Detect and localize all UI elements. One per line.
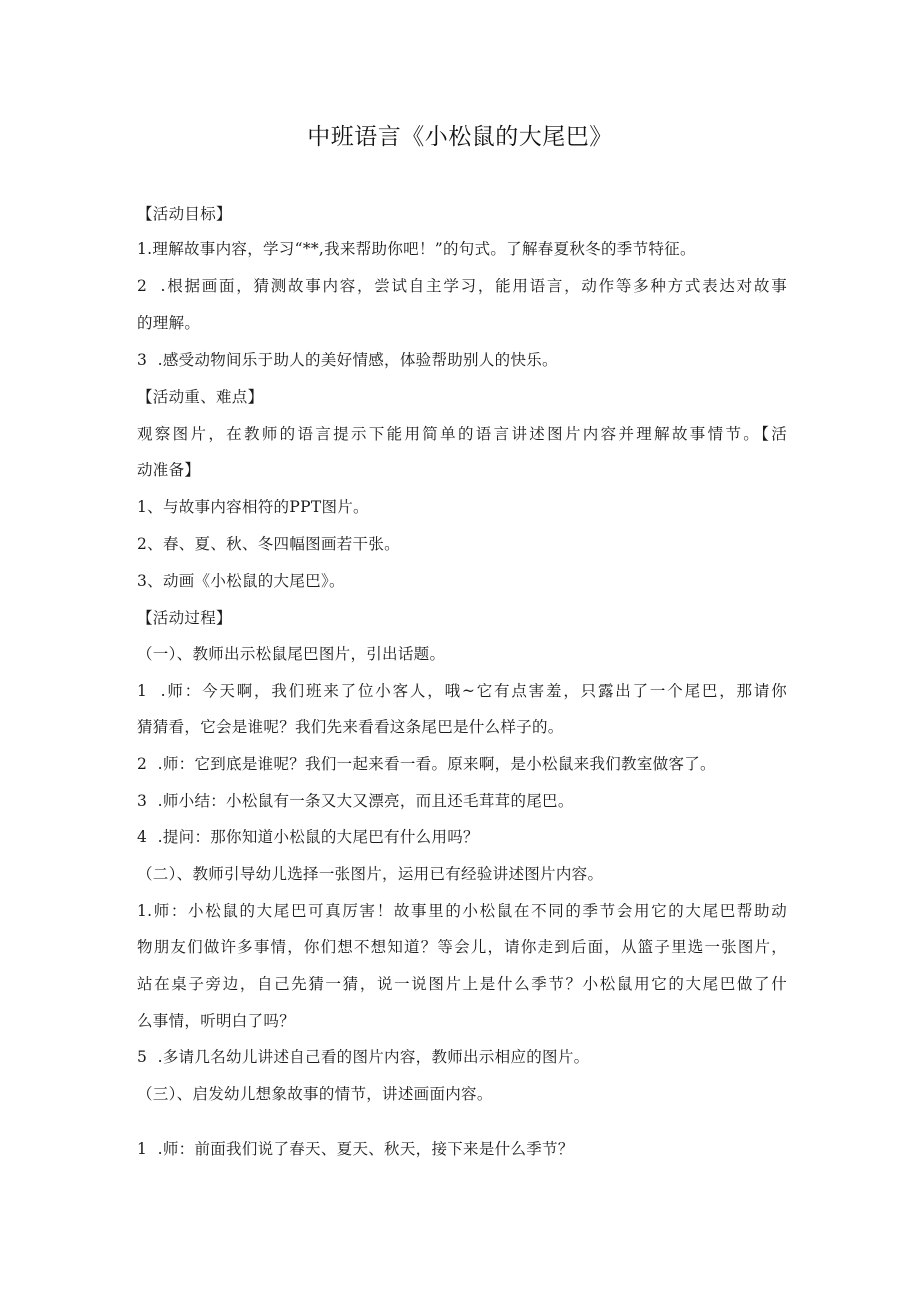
text-line: 1 .师：前面我们说了春天、夏天、秋天，接下来是什么季节？ <box>137 1140 574 1158</box>
section-heading-process: 【活动过程】 <box>137 609 232 627</box>
text-line: 1 .师：今天啊，我们班来了位小客人，哦~它有点害羞，只露出了一个尾巴，那请你 <box>137 682 787 700</box>
subsection-heading: （一）、教师出示松鼠尾巴图片，引出话题。 <box>137 645 446 663</box>
subsection-heading: （三）、启发幼儿想象故事的情节，讲述画面内容。 <box>137 1085 493 1103</box>
subsection-heading: （二）、教师引导幼儿选择一张图片，运用已有经验讲述图片内容。 <box>137 865 604 883</box>
text-line: 3、动画《小松鼠的大尾巴》。 <box>137 572 345 590</box>
text-line: 4 .提问：那你知道小松鼠的大尾巴有什么用吗？ <box>137 828 479 846</box>
section-heading-goals: 【活动目标】 <box>137 205 232 223</box>
text-line: 站在桌子旁边，自己先猜一猜，说一说图片上是什么季节？小松鼠用它的大尾巴做了什 <box>137 975 787 993</box>
text-line: 物朋友们做许多事情，你们想不想知道？等会儿，请你走到后面，从篮子里选一张图片， <box>137 938 787 956</box>
section-heading-preparation: 动准备】 <box>137 461 201 479</box>
text-line: 1.师：小松鼠的大尾巴可真厉害！故事里的小松鼠在不同的季节会用它的大尾巴帮助动 <box>137 902 787 920</box>
text-line: 2、春、夏、秋、冬四幅图画若干张。 <box>137 535 400 553</box>
text-line: 1.理解故事内容，学习“**,我来帮助你吧！”的句式。了解春夏秋冬的季节特征。 <box>137 240 696 258</box>
text-line: 5 .多请几名幼儿讲述自己看的图片内容，教师出示相应的图片。 <box>137 1048 590 1066</box>
text-line: 猜猜看，它会是谁呢？我们先来看看这条尾巴是什么样子的。 <box>137 718 564 736</box>
text-line: 3 .感受动物间乐于助人的美好情感，体验帮助别人的快乐。 <box>137 351 558 369</box>
text-line: 的理解。 <box>137 314 201 332</box>
text-line: 2 .师：它到底是谁呢？我们一起来看一看。原来啊，是小松鼠来我们教室做客了。 <box>137 755 716 773</box>
section-heading-key-points: 【活动重、难点】 <box>137 388 264 406</box>
text-line: 3 .师小结：小松鼠有一条又大又漂亮，而且还毛茸茸的尾巴。 <box>137 792 574 810</box>
text-line: 1、与故事内容相符的PPT图片。 <box>137 498 369 516</box>
text-line: 2 .根据画面，猜测故事内容，尝试自主学习，能用语言，动作等多种方式表达对故事 <box>137 277 787 295</box>
text-line: 么事情，听明白了吗？ <box>137 1012 296 1030</box>
text-line: 观察图片，在教师的语言提示下能用简单的语言讲述图片内容并理解故事情节。【活 <box>137 425 787 443</box>
document-title: 中班语言《小松鼠的大尾巴》 <box>307 124 613 150</box>
